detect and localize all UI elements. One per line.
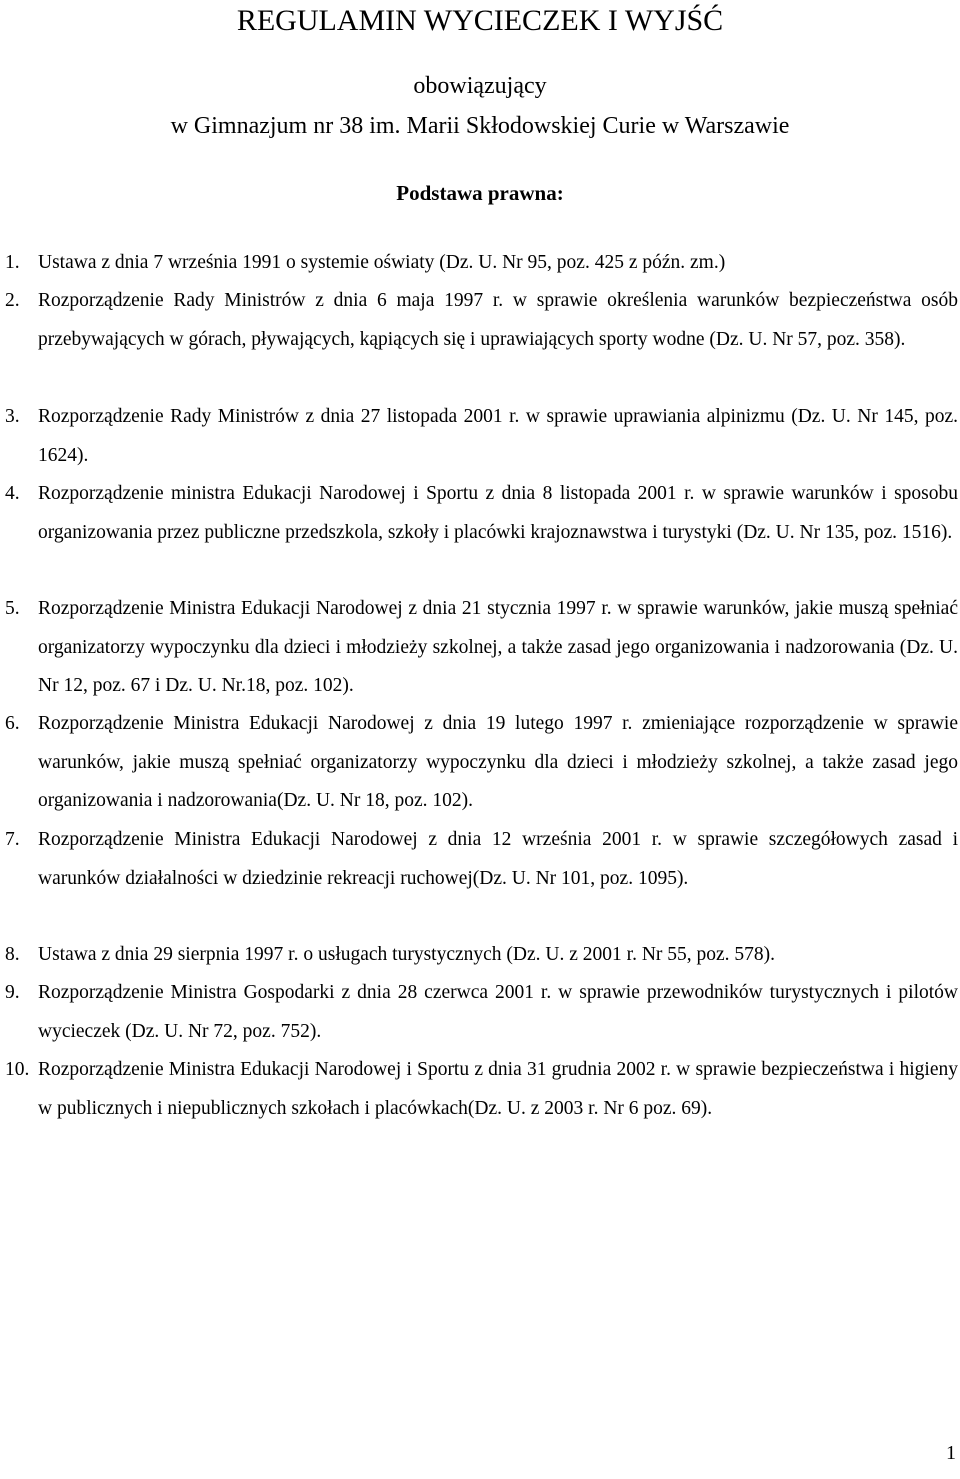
list-item-text: Ustawa z dnia 29 sierpnia 1997 r. o usługach turystycznych (Dz. U. z 2001 r. Nr 55, poz. 578). — [38, 944, 776, 965]
list-item-text: Rozporządzenie Rady Ministrów z dnia 27 listopada 2001 r. w sprawie uprawiania alpinizmu (Dz. U. Nr 145, poz. 1624). — [38, 406, 958, 466]
list-item-text: Rozporządzenie Ministra Edukacji Narodowej z dnia 12 września 2001 r. w sprawie szczegółowych zasad i warunków działalności w dziedzinie rekreacji ruchowej(Dz. U. Nr 101, poz. 1095). — [38, 829, 958, 889]
document-subtitle-line-2: w Gimnazjum nr 38 im. Marii Skłodowskiej Curie w Warszawie — [170, 113, 790, 139]
list-item-text: Rozporządzenie Rady Ministrów z dnia 6 maja 1997 r. w sprawie określenia warunków bezpieczeństwa osób przebywających w górach, pływających, kąpiących się i uprawiających sporty wodne (Dz. U. Nr 57, poz. 358). — [38, 290, 958, 350]
list-item — [0, 590, 960, 706]
list-item-number: 1. — [5, 252, 20, 273]
list-item-text: Ustawa z dnia 7 września 1991 o systemie oświaty (Dz. U. Nr 95, poz. 425 z późn. zm.) — [38, 252, 726, 273]
list-item — [0, 821, 960, 898]
list-item-number: 10. — [5, 1059, 30, 1080]
list-item — [0, 936, 960, 975]
document-subtitle-line-1: obowiązujący — [413, 73, 547, 99]
list-item-text: Rozporządzenie Ministra Edukacji Narodowej z dnia 21 stycznia 1997 r. w sprawie warunków, jakie muszą spełniać organizatorzy wypoczynku dla dzieci i młodzieży szkolnej, a także zasad jego organizowania i nadzorowania (Dz. U. Nr 12, poz. 67 i Dz. U. Nr.18, poz. 102). — [38, 598, 958, 696]
list-item — [0, 244, 960, 283]
list-item-number: 3. — [5, 406, 20, 427]
list-item-text: Rozporządzenie Ministra Edukacji Narodowej i Sportu z dnia 31 grudnia 2002 r. w sprawie bezpieczeństwa i higieny w publicznych i niepublicznych szkołach i placówkach(Dz. U. z 2003 r. Nr 6 poz. 69). — [38, 1059, 958, 1119]
list-item-number: 4. — [5, 483, 20, 504]
document-title: REGULAMIN WYCIECZEK I WYJŚĆ — [236, 4, 724, 37]
list-item — [0, 282, 960, 359]
list-item-number: 2. — [5, 290, 20, 311]
list-item-number: 7. — [5, 829, 20, 850]
list-item-number: 8. — [5, 944, 20, 965]
list-item-number: 5. — [5, 598, 20, 619]
list-item-text: Rozporządzenie Ministra Gospodarki z dnia 28 czerwca 2001 r. w sprawie przewodników turystycznych i pilotów wycieczek (Dz. U. Nr 72, poz. 752). — [38, 982, 958, 1042]
list-item-number: 9. — [5, 982, 20, 1003]
page-number: 1 — [946, 1442, 956, 1464]
list-item-text: Rozporządzenie Ministra Edukacji Narodowej z dnia 19 lutego 1997 r. zmieniające rozporządzenie w sprawie warunków, jakie muszą spełniać organizatorzy wypoczynku dla dzieci i młodzieży szkolnej, a także zasad jego organizowania i nadzorowania(Dz. U. Nr 18, poz. 102). — [38, 713, 958, 811]
list-item — [0, 398, 960, 475]
list-item-text: Rozporządzenie ministra Edukacji Narodowej i Sportu z dnia 8 listopada 2001 r. w sprawie warunków i sposobu organizowania przez publiczne przedszkola, szkoły i placówki krajoznawstwa i turystyki (Dz. U. Nr 135, poz. 1516). — [38, 483, 958, 543]
list-item — [0, 974, 960, 1051]
list-item — [0, 1051, 960, 1128]
list-item — [0, 705, 960, 821]
list-item — [0, 475, 960, 552]
list-item-number: 6. — [5, 713, 20, 734]
legal-basis-heading: Podstawa prawna: — [396, 181, 564, 205]
